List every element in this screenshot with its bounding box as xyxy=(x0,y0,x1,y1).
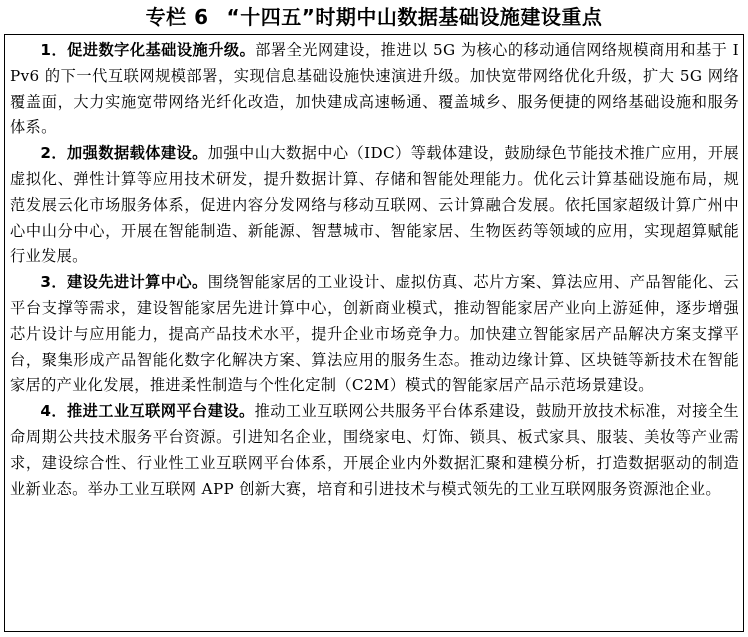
column-label: 专栏 6 xyxy=(145,5,209,29)
section-3-heading: 3．建设先进计算中心。 xyxy=(40,273,208,292)
section-2-heading: 2．加强数据载体建设。 xyxy=(40,144,208,163)
section-4-body: 推动工业互联网公共服务平台体系建设，鼓励开放技术标准，对接全生命周期公共技术服务平台资源。引进知名企业，围绕家电、灯饰、锁具、板式家具、服装、美妆等产业需求，建设综合性、行业性工业互联网平台体系，开展企业内外数据汇聚和建模分析，打造数据驱动的制造业新业态。举办工业互联网 APP 创新大赛，培育和引进技术与模式领先的工业互联网服务资源池企业。 xyxy=(10,402,739,498)
column-title-text: “十四五”时期中山数据基础设施建设重点 xyxy=(226,5,603,29)
section-1-heading: 1．促进数字化基础设施升级。 xyxy=(40,41,256,59)
section-2-body: 加强中山大数据中心（IDC）等载体建设，鼓励绿色节能技术推广应用，开展虚拟化、弹性计算等应用技术研发，提升数据计算、存储和智能处理能力。优化云计算基础设施布局，规范发展云化市场服务体系，促进内容分发网络与移动互联网、云计算融合发展。依托国家超级计算广州中心中山分中心，开展在智能制造、新能源、智慧城市、智能家居、生物医药等领域的应用，实现超算赋能行业发展。 xyxy=(10,144,740,266)
section-2 xyxy=(10,141,739,270)
section-3 xyxy=(10,270,739,399)
section-4 xyxy=(10,399,739,502)
section-4-heading: 4．推进工业互联网平台建设。 xyxy=(40,402,255,421)
section-1 xyxy=(10,38,739,141)
section-3-body: 围绕智能家居的工业设计、虚拟仿真、芯片方案、算法应用、产品智能化、云平台支撑等需求，建设智能家居先进计算中心，创新商业模式，推动智能家居产业向上游延伸，逐步增强芯片设计与应用能力，提高产品技术水平，提升企业市场竞争力。加快建立智能家居产品解决方案支撑平台，聚集形成产品智能化数字化解决方案、算法应用的服务生态。推动边缘计算、区块链等新技术在智能家居的产业化发展，推进柔性制造与个性化定制（C2M）模式的智能家居产品示范场景建设。 xyxy=(10,273,740,395)
column-title xyxy=(0,4,748,30)
column-box xyxy=(4,34,744,632)
section-1-body: 部署全光网建设，推进以 5G 为核心的移动通信网络规模商用和基于 IPv6 的下一代互联网规模部署，实现信息基础设施快速演进升级。加快宽带网络优化升级，扩大 5G 网络覆盖面，大力实施宽带网络光纤化改造，加快建成高速畅通、覆盖城乡、服务便捷的网络基础设施和服务体系。 xyxy=(10,41,739,137)
